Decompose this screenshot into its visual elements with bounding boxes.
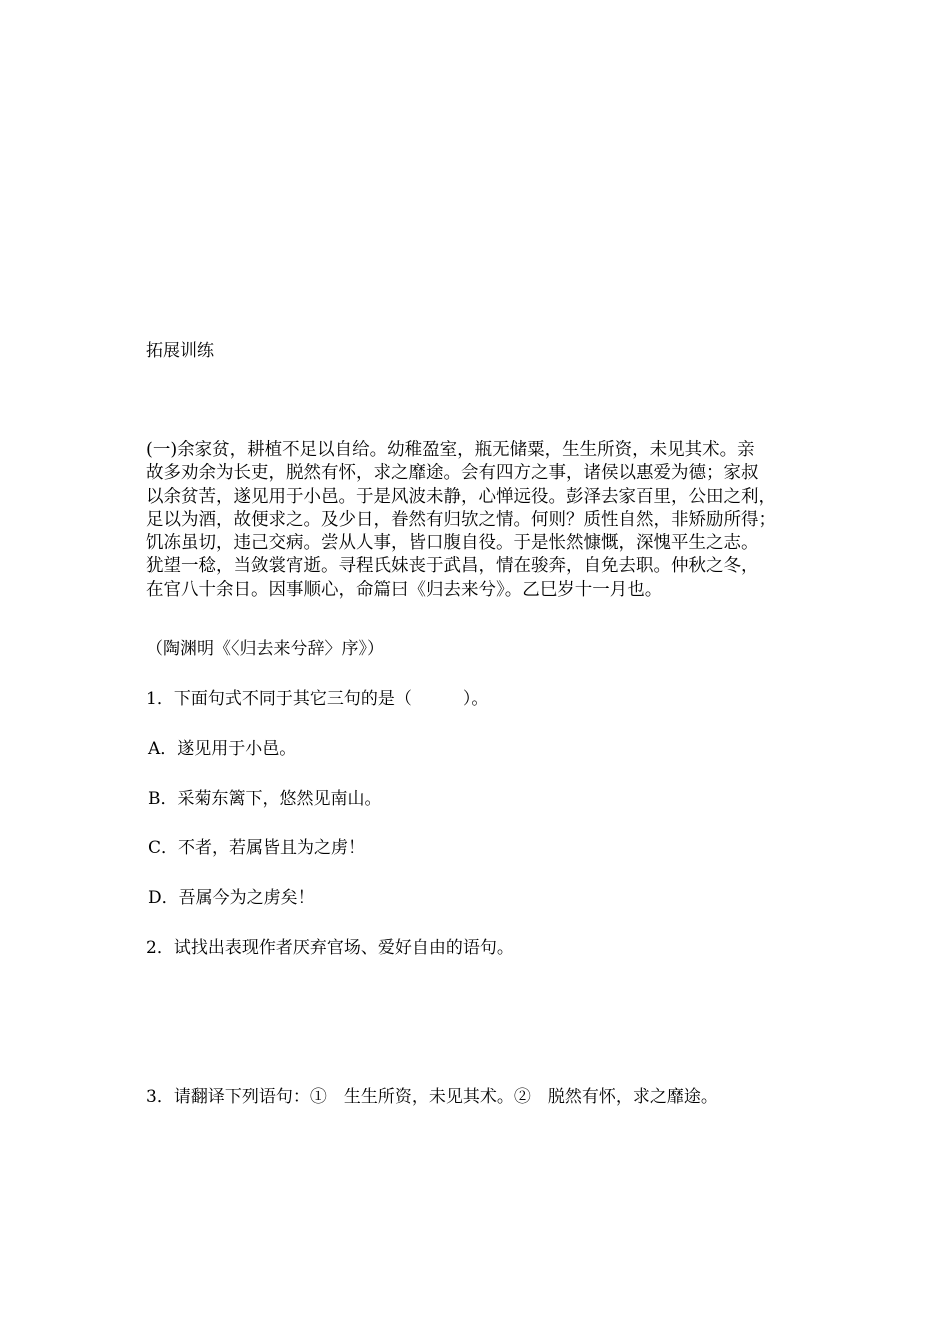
option-b: B．采菊东篱下，悠然见南山。 <box>148 789 382 809</box>
option-a: A．遂见用于小邑。 <box>148 739 297 759</box>
question-3: 3．请翻译下列语句：① 生生所资，未见其术。② 脱然有怀，求之靡途。 <box>146 1087 718 1107</box>
option-d: D．吾属今为之虏矣！ <box>148 888 315 908</box>
passage-line: 以余贫苦，遂见用于小邑。于是风波未静，心惮远役。彭泽去家百里，公田之利， <box>146 486 776 507</box>
passage-line: 犹望一稔，当敛裳宵逝。寻程氏妹丧于武昌，情在骏奔，自免去职。仲秋之冬， <box>146 556 759 577</box>
passage-line: 故多劝余为长吏，脱然有怀，求之靡途。会有四方之事，诸侯以惠爱为德；家叔 <box>146 463 759 484</box>
section-heading: 拓展训练 <box>146 341 214 361</box>
option-c: C．不者，若属皆且为之虏！ <box>148 838 366 858</box>
passage-line: (一)余家贫，耕植不足以自给。幼稚盈室，瓶无储粟，生生所资，未见其术。亲 <box>146 440 755 460</box>
question-1: 1．下面句式不同于其它三句的是（ ）。 <box>146 689 489 709</box>
passage-line: 足以为酒，故便求之。及少日，眷然有归欤之情。何则？质性自然，非矫励所得； <box>146 509 776 530</box>
passage-source: （陶渊明《〈归去来兮辞〉序》） <box>146 639 384 659</box>
passage-line: 在官八十余日。因事顺心，命篇曰《归去来兮》。乙巳岁十一月也。 <box>146 579 663 600</box>
classical-passage <box>146 439 816 602</box>
question-2: 2．试找出表现作者厌弃官场、爱好自由的语句。 <box>146 938 514 958</box>
passage-line: 饥冻虽切，违己交病。尝从人事，皆口腹自役。于是怅然慷慨，深愧平生之志。 <box>146 533 759 554</box>
